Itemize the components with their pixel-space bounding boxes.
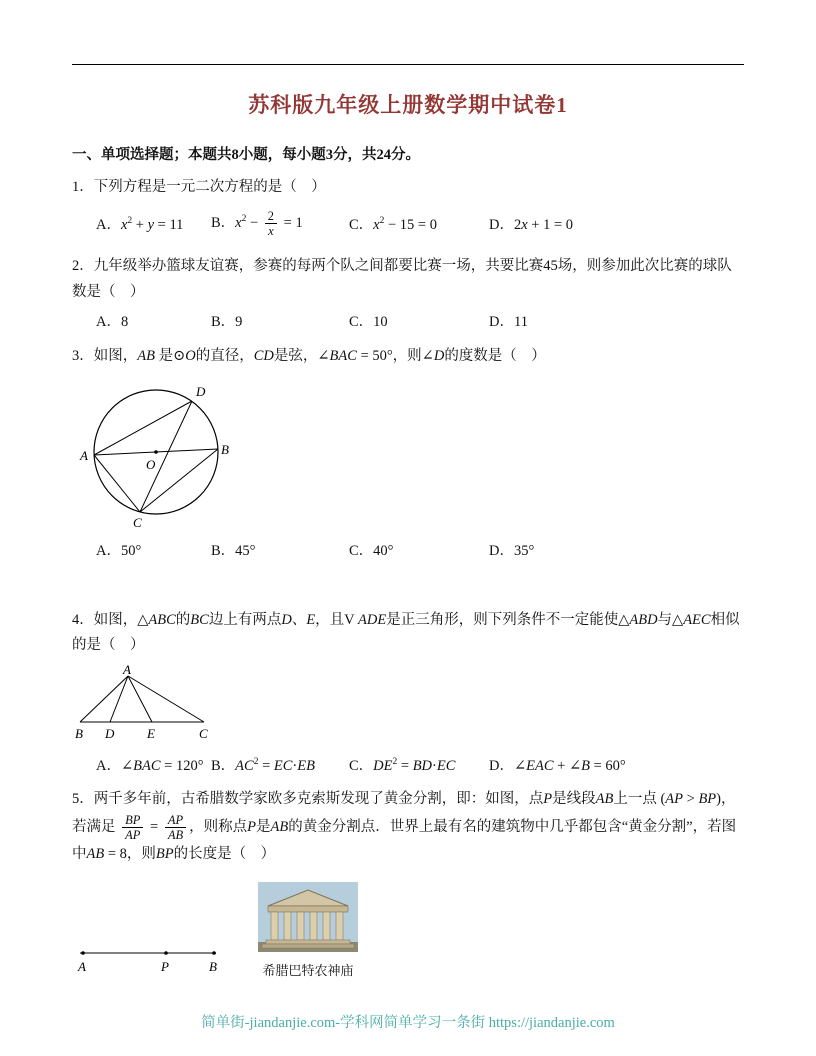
- option-formula: $AC^2 = EC\cdot EB$: [235, 757, 315, 775]
- option-value: 8: [120, 314, 129, 331]
- question-5: [72, 787, 744, 979]
- option-value: 11: [513, 314, 528, 331]
- option-label: D．: [489, 314, 514, 331]
- option-q4-c: [349, 754, 489, 775]
- center-point: [154, 450, 158, 454]
- option-label: D．: [489, 216, 514, 233]
- segment-diagram: [74, 937, 224, 979]
- option-q1-a: [96, 213, 211, 234]
- option-value: 40°: [373, 542, 394, 559]
- point-label-p: P: [161, 958, 169, 974]
- option-label: C．: [349, 758, 374, 775]
- option-label: C．: [349, 216, 374, 233]
- point-label-a: A: [78, 958, 86, 974]
- question-3-options: [96, 539, 744, 560]
- point-label-b: B: [75, 726, 83, 742]
- point-label-b: B: [209, 958, 217, 974]
- option-q4-b: [211, 754, 349, 775]
- option-q1-c: [349, 213, 489, 234]
- option-label: A．: [96, 216, 121, 233]
- option-label: C．: [349, 542, 374, 559]
- question-1: [72, 175, 744, 241]
- point-label-a: A: [80, 447, 88, 463]
- option-formula: $x^2$ − $\frac{2}{x}$ = 1: [235, 208, 303, 238]
- question-3: [72, 344, 744, 559]
- question-4-options: [96, 754, 744, 775]
- point-label-d: D: [196, 383, 206, 399]
- parthenon-caption: 希腊巴特农神庙: [262, 962, 354, 978]
- question-2: [72, 254, 744, 331]
- point-label-a: A: [123, 664, 131, 678]
- option-value: 50°: [120, 542, 142, 559]
- section-header: 一、单项选择题；本题共8小题，每小题3分，共24分。: [72, 147, 420, 163]
- option-q2-d: [489, 310, 744, 331]
- point-label-d: D: [105, 726, 115, 742]
- option-q2-b: [211, 310, 349, 331]
- question-2-stem: 2．九年级举办篮球友谊赛，参赛的每两个队之间都要比赛一场，共要比赛45场，则参加此次比赛的球队数是（ ）: [72, 258, 732, 300]
- option-value: 9: [235, 314, 243, 331]
- question-1-stem: 1．下列方程是一元二次方程的是（ ）: [72, 179, 326, 195]
- question-3-stem: 3．如图，AB 是⊙O的直径，CD是弦，∠BAC = 50°，则∠D的度数是（ ）: [72, 348, 546, 365]
- option-q3-c: [349, 539, 489, 560]
- header-rule: [72, 64, 744, 65]
- option-q2-c: [349, 310, 489, 331]
- triangle-diagram: [72, 664, 222, 744]
- option-label: B．: [211, 314, 236, 331]
- option-formula: ∠EAC + ∠B = 60°: [513, 758, 626, 775]
- point-label-c: C: [199, 726, 208, 742]
- option-formula: $x^2 + y = 11$: [120, 216, 184, 233]
- option-label: A．: [96, 314, 121, 331]
- option-label: A．: [96, 758, 121, 775]
- point-label-c: C: [133, 514, 142, 530]
- exam-title: 苏科版九年级上册数学期中试卷1: [248, 93, 568, 117]
- question-5-stem: 5．两千多年前，古希腊数学家欧多克索斯发现了黄金分割，即：如图，点P是线段AB上一点 (AP > BP)，若满足 $\frac{BP}{AP}$ = $\frac{AP}{AB}$ ，则称点P是AB的黄金分割点．世界上最有名的建筑物中几乎都包含“黄金分割”，若图中AB = 8，则BP的长度是（ ）: [72, 791, 737, 863]
- option-formula: $DE^2 = BD\cdot EC$: [373, 757, 456, 775]
- question-2-options: [96, 310, 744, 331]
- option-formula: $x^2 - 15 = 0$: [373, 216, 437, 233]
- question-4: [72, 608, 744, 776]
- option-label: A．: [96, 542, 121, 559]
- circle-diagram: [72, 376, 240, 534]
- option-label: D．: [489, 542, 514, 559]
- option-value: 35°: [513, 542, 535, 559]
- center-label-o: O: [146, 456, 156, 472]
- point-label-b: B: [221, 441, 229, 457]
- option-label: B．: [211, 758, 236, 775]
- question-5-figures: [74, 882, 744, 979]
- option-q3-d: [489, 539, 744, 560]
- option-label: B．: [211, 542, 236, 559]
- option-q4-a: [96, 754, 211, 775]
- point-label-e: E: [147, 726, 155, 742]
- question-1-options: [96, 205, 744, 241]
- parthenon-figure: [258, 882, 358, 979]
- option-value: 10: [373, 314, 388, 331]
- question-4-figure: [72, 664, 744, 744]
- option-q1-d: [489, 213, 744, 234]
- option-q2-a: [96, 310, 211, 331]
- option-value: 45°: [235, 542, 256, 559]
- option-q4-d: [489, 754, 744, 775]
- footer-watermark: 简单街-jiandanjie.com-学科网简单学习一条街 https://jiandanjie.com: [201, 1015, 615, 1031]
- question-4-stem: 4．如图，△ABC的BC边上有两点D、E，且V ADE是正三角形，则下列条件不一定能使△ABD与△AEC相似的是（ ）: [72, 611, 740, 653]
- option-label: C．: [349, 314, 374, 331]
- question-3-figure: [72, 376, 744, 534]
- option-label: B．: [211, 214, 236, 231]
- option-formula: ∠BAC = 120°: [120, 758, 204, 775]
- option-q3-b: [211, 539, 349, 560]
- parthenon-image: [258, 882, 358, 952]
- option-formula: 2x + 1 = 0: [513, 216, 574, 233]
- option-q1-b: [211, 209, 349, 239]
- option-label: D．: [489, 758, 514, 775]
- option-q3-a: [96, 539, 211, 560]
